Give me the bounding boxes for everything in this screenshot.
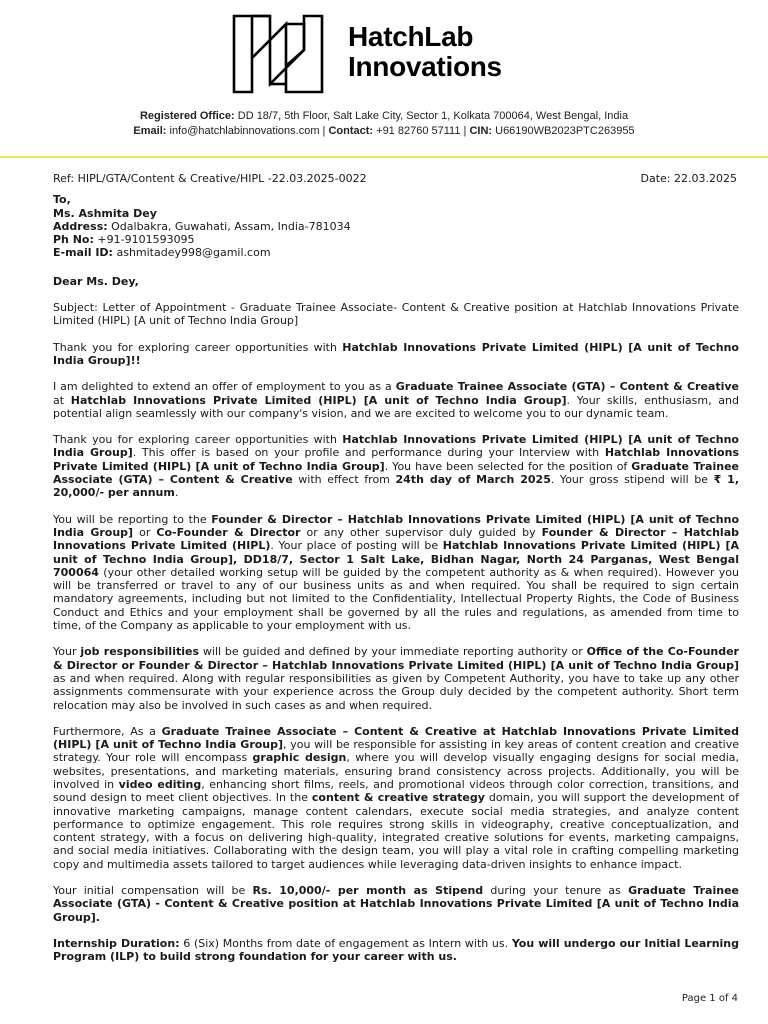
address-label: Address: — [53, 219, 108, 233]
paragraph-2: I am delighted to extend an offer of employment to you as a Graduate Trainee Associate (GTA) – Content & Creative at Hatchlab Innovations Private Limited (HIPL) [A unit of Techno India Group]. Your skills, enthusiasm, and potential align seamlessly with our company's vision, and we are excited to welcome you to our dynamic team. — [53, 380, 740, 420]
company-email: info@hatchlabinnovations.com — [169, 125, 320, 137]
brand-line1: HatchLab — [348, 21, 474, 52]
salutation — [53, 275, 739, 288]
contact-label: Contact: — [328, 125, 374, 137]
reference-number: Ref: HIPL/GTA/Content & Creative/HIPL -22.03.2025-0022 — [53, 172, 367, 185]
reg-label: Registered Office: — [139, 110, 235, 122]
recipient-phone: +91-9101593095 — [97, 233, 195, 247]
paragraph-7: Your initial compensation will be Rs. 10,000/- per month as Stipend during your tenure as Graduate Trainee Associate (GTA) - Content & Creative position at Hatchlab Innovations Private Limited [A unit of Techno India Group]. — [53, 884, 740, 924]
reference-row — [53, 172, 739, 185]
paragraph-1: Thank you for exploring career opportunities with Hatchlab Innovations Private Limited (HIPL) [A unit of Techno India Group]!! — [53, 340, 739, 367]
cin-label: CIN: — [469, 125, 493, 137]
letter-date: Date: 22.03.2025 — [640, 172, 737, 185]
to-label: To, — [53, 193, 71, 207]
paragraph-8: Internship Duration: 6 (Six) Months from date of engagement as Intern with us. You will undergo our Initial Learning Program (ILP) to build strong foundation for your career with us. — [53, 936, 740, 964]
email-label: Email: — [133, 125, 167, 137]
brand-name — [348, 22, 502, 82]
letter-body — [53, 172, 739, 964]
brand-line2: Innovations — [348, 51, 502, 82]
email-id-label: E-mail ID: — [53, 246, 113, 260]
header-divider — [0, 156, 768, 158]
contact-line: Email: info@hatchlabinnovations.com | Contact: +91 82760 57111 | CIN: U66190WB2023PTC263955 — [133, 125, 635, 137]
recipient-block — [53, 193, 739, 259]
paragraph-4: You will be reporting to the Founder & Director – Hatchlab Innovations Private Limited (HIPL) [A unit of Techno India Group] or Co-Founder & Director or any other supervisor duly guided by Founder & Director – Hatchlab Innovations Private Limited (HIPL). Your place of posting will be Hatchlab Innovations Private Limited (HIPL) [A unit of Techno India Group], DD18/7, Sector 1 Salt Lake, Bidhan Nagar, North 24 Parganas, West Bengal 700064 (your other detailed working setup will be guided by the competent authority as & when required). However you will be transferred or travel to any of our business units as and when required. You shall be required to sign certain mandatory agreements, including but not limited to the Confidentiality, Intellectual Property Rights, the Code of Business Conduct and Ethics and your employment shall be governed by all the rules and regulations, as amended from time to time, of the Company as applicable to your employment with us. — [53, 512, 740, 633]
page-number: Page 1 of 4 — [681, 993, 738, 1004]
subject-line: Subject: Letter of Appointment - Graduate Trainee Associate- Content & Creative position at Hatchlab Innovations Private Limited (HIPL) [A unit of Techno India Group] — [53, 301, 739, 328]
paragraph-3: Thank you for exploring career opportunities with Hatchlab Innovations Private Limited (HIPL) [A unit of Techno India Group]. This offer is based on your profile and performance during your Interview with Hatchlab Innovations Private Limited (HIPL) [A unit of Techno India Group]. You have been selected for the position of Graduate Trainee Associate (GTA) – Content & Creative with effect from 24th day of March 2025. Your gross stipend will be ₹ 1, 20,000/- per annum. — [53, 433, 740, 500]
company-contact: +91 82760 57111 — [376, 125, 461, 137]
salutation-text: Dear Ms. Dey, — [53, 274, 139, 288]
recipient-email: ashmitadey998@gamil.com — [116, 246, 271, 260]
paragraph-5: Your job responsibilities will be guided and defined by your immediate reporting authority or Office of the Co-Founder & Director or Founder & Director – Hatchlab Innovations Private Limited (HIPL) [A unit of Techno India Group] as and when required. Along with regular responsibilities as given by Competent Authority, you have to take up any other assignments commensurate with your experience across the Group duly decided by the competent authority. Short term relocation may also be involved in such cases as and when required. — [53, 645, 739, 712]
reg-address: DD 18/7, 5th Floor, Salt Lake City, Sector 1, Kolkata 700064, West Bengal, India — [237, 110, 629, 122]
letterhead — [0, 0, 768, 158]
hatchlab-logo-icon — [230, 14, 326, 94]
phone-label: Ph No: — [53, 233, 94, 247]
registered-office-line — [0, 110, 768, 122]
paragraph-6: Furthermore, As a Graduate Trainee Associate – Content & Creative at Hatchlab Innovations Private Limited (HIPL) [A unit of Techno India Group], you will be responsible for assisting in key areas of content creation and creative strategy. Your role will encompass graphic design, where you will develop visually engaging designs for social media, websites, presentations, and marketing materials, ensuring brand consistency across projects. Additionally, you will be involved in video editing, enhancing short films, reels, and promotional videos through color correction, transitions, and sound design to meet client objectives. In the content & creative strategy domain, you will support the development of innovative marketing campaigns, manage content calendars, execute social media strategies, and analyze content performance to optimize engagement. This role requires strong skills in videography, creative conceptualization, and content strategy, with a focus on delivering high-quality, integrated creative solutions for events, marketing campaigns, and social media initiatives. Collaborating with the design team, you will play a vital role in crafting compelling marketing copy and multimedia assets tailored to target audiences while leveraging data-driven insights to enhance impact. — [53, 724, 740, 871]
recipient-address: Odalbakra, Guwahati, Assam, India-781034 — [111, 219, 351, 233]
company-cin: U66190WB2023PTC263955 — [495, 125, 635, 137]
recipient-name: Ms. Ashmita Dey — [53, 206, 157, 220]
